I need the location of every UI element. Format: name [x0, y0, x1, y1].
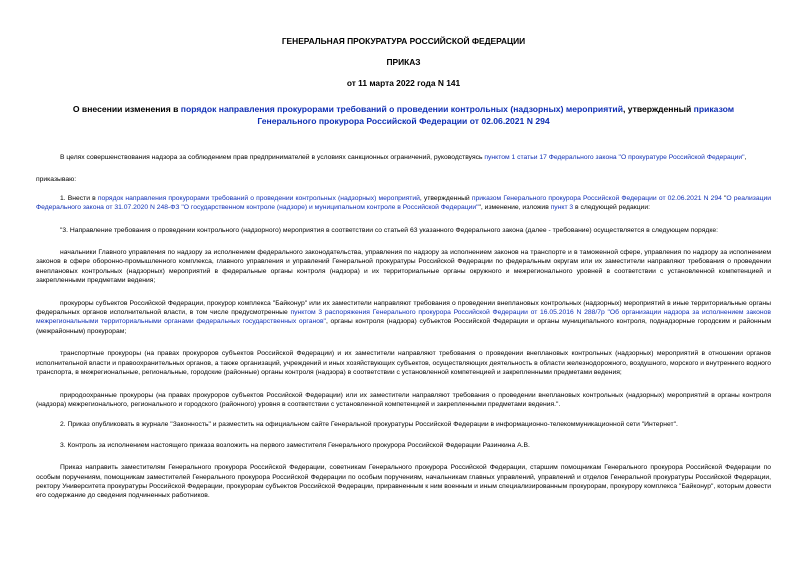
final-paragraph: Приказ направить заместителям Генерального прокурора Российской Федерации, советникам Генерального прокурора Российской Федерации, старшим помощникам Генерального прокурора Российской Федерации по особым поручениям, помощникам заместителей Генерального прокурора Российской Федерации по особым поручениям, начальникам главных управлений, управлений и отделов Генеральной прокуратуры Российской Федерации, ректору Университета прокуратуры Российской Федерации, прокурорам субъектов Российской Федерации, приравненным к ним военным и иным специализированным прокурорам, прокурору комплекса "Байконур", которым довести его содержание до сведения подчиненных работников. [36, 464, 771, 500]
quote-paragraph-1: "3. Направление требования о проведении контрольного (надзорного) мероприятия в соответствии со статьей 63 указанного Федерального закона (далее - требование) осуществляется в следующем порядке: [60, 226, 718, 234]
title-link-order-294[interactable]: приказом Генерального прокурора Российской Федерации от 02.06.2021 N 294 [257, 104, 735, 126]
title-text: , утвержденный [622, 104, 694, 114]
organization-heading: ГЕНЕРАЛЬНАЯ ПРОКУРАТУРА РОССИЙСКОЙ ФЕДЕРАЦИИ [281, 36, 526, 46]
order-word: приказываю: [36, 176, 77, 184]
item-1-link-point-3[interactable]: пункт 3 [550, 204, 574, 212]
document-date: от 11 марта 2022 года N 141 [346, 78, 461, 88]
item-3-paragraph: 3. Контроль за исполнением настоящего приказа возложить на первого заместителя Генерального прокурора Российской Федерации Разинкина А.В. [60, 441, 530, 449]
item-1-link-law-248[interactable]: О реализации Федерального закона от 31.07.2020 N 248-ФЗ "О государственном контроле (надзоре) и муниципальном контроле в Российской Федерации" [36, 194, 771, 212]
item-1-paragraph [36, 194, 771, 213]
item-1-link-order-294[interactable]: приказом Генерального прокурора Российской Федерации от 02.06.2021 N 294 [471, 194, 722, 202]
document-type-heading: ПРИКАЗ [386, 57, 421, 67]
quote-paragraph-4: транспортные прокуроры (на правах прокуроров субъектов Российской Федерации) и их заместители направляют требования о проведении внеплановых контрольных (надзорных) мероприятий в отношении органов исполнительной власти и правоохранительных органов, а также организаций, учреждений и иных хозяйствующих субъектов, осуществляющих деятельность в области железнодорожного, воздушного, морского и внутреннего водного транспорта, в межрегиональные, региональные, городские (районные) органы контроля (надзора) в соответствии с установленной компетенцией и закрепленными предметами ведения; [36, 350, 771, 377]
document-title [54, 103, 753, 127]
item-2-paragraph: 2. Приказ опубликовать в журнале "Законность" и разместить на официальном сайте Генеральной прокуратуры Российской Федерации в информационно-телекоммуникационной сети "Интернет". [60, 421, 678, 429]
item-1-text: " [721, 194, 727, 202]
title-link-procedure[interactable]: порядок направления прокурорами требований о проведении контрольных (надзорных) мероприятий [180, 104, 623, 114]
quote-paragraph-5: природоохранные прокуроры (на правах прокуроров субъектов Российской Федерации) или их заместители направляют требования о проведении внеплановых контрольных (надзорных) мероприятий в органы контроля (надзора) межрегионального, регионального и городского (районного) уровня в соответствии с установленной компетенцией и закрепленными предметами ведения.". [36, 391, 771, 408]
item-1-text: 1. Внести в [60, 194, 98, 202]
quote-3-text: прокуроры субъектов Российской Федерации, прокурор комплекса "Байконур" или их заместители направляют требования о проведении внеплановых контрольных (надзорных) мероприятий в иные территориальные органы федеральных органов исполнительной власти, в том числе предусмотренные [36, 299, 771, 317]
intro-text: , [744, 154, 747, 161]
title-text: О внесении изменения в [72, 104, 181, 114]
quote-paragraph-2: начальники Главного управления по надзору за исполнением федерального законодательства, управления по надзору за исполнением законов на транспорте и в таможенной сфере, управления по надзору за исполнением законов в сфере оборонно-промышленного комплекса, главного управления и управлений Генеральной прокуратуры Российской Федерации по федеральным округам или их заместители направляют требования о проведении внеплановых контрольных (надзорных) мероприятий в федеральные органы контроля (надзора) и их территориальные органы окружного и межрегионального уровней в соответствии с установленной компетенцией и закрепленными предметами ведения; [36, 249, 771, 285]
intro-link-law-article-17[interactable]: пунктом 1 статьи 17 Федерального закона "О прокуратуре Российской Федерации" [484, 154, 745, 161]
intro-text: В целях совершенствования надзора за соблюдением прав предпринимателей в условиях санкционных ограничений, руководствуясь [60, 154, 485, 161]
document-body [36, 153, 771, 501]
item-1-link-procedure[interactable]: порядок направления прокурорами требований о проведении контрольных (надзорных) мероприятий [97, 194, 420, 202]
intro-paragraph [36, 153, 771, 162]
item-1-text: ", изменение, изложив [478, 204, 551, 212]
item-1-text: , утвержденный [419, 194, 472, 202]
item-1-text: в следующей редакции: [573, 204, 650, 212]
quote-3-text: , органы контроля (надзора) субъектов Российской Федерации и органы муниципального контроля, поднадзорные городским и районным (межрайонным) прокурорам; [36, 318, 771, 335]
quote-3-link-order-288[interactable]: пунктом 3 распоряжения Генерального прокурора Российской Федерации от 16.05.2016 N 288/7р "Об организации надзора за исполнением законов межрегиональными территориальными органами федеральных государственных органов" [36, 309, 771, 326]
quote-paragraph-3 [36, 299, 771, 337]
